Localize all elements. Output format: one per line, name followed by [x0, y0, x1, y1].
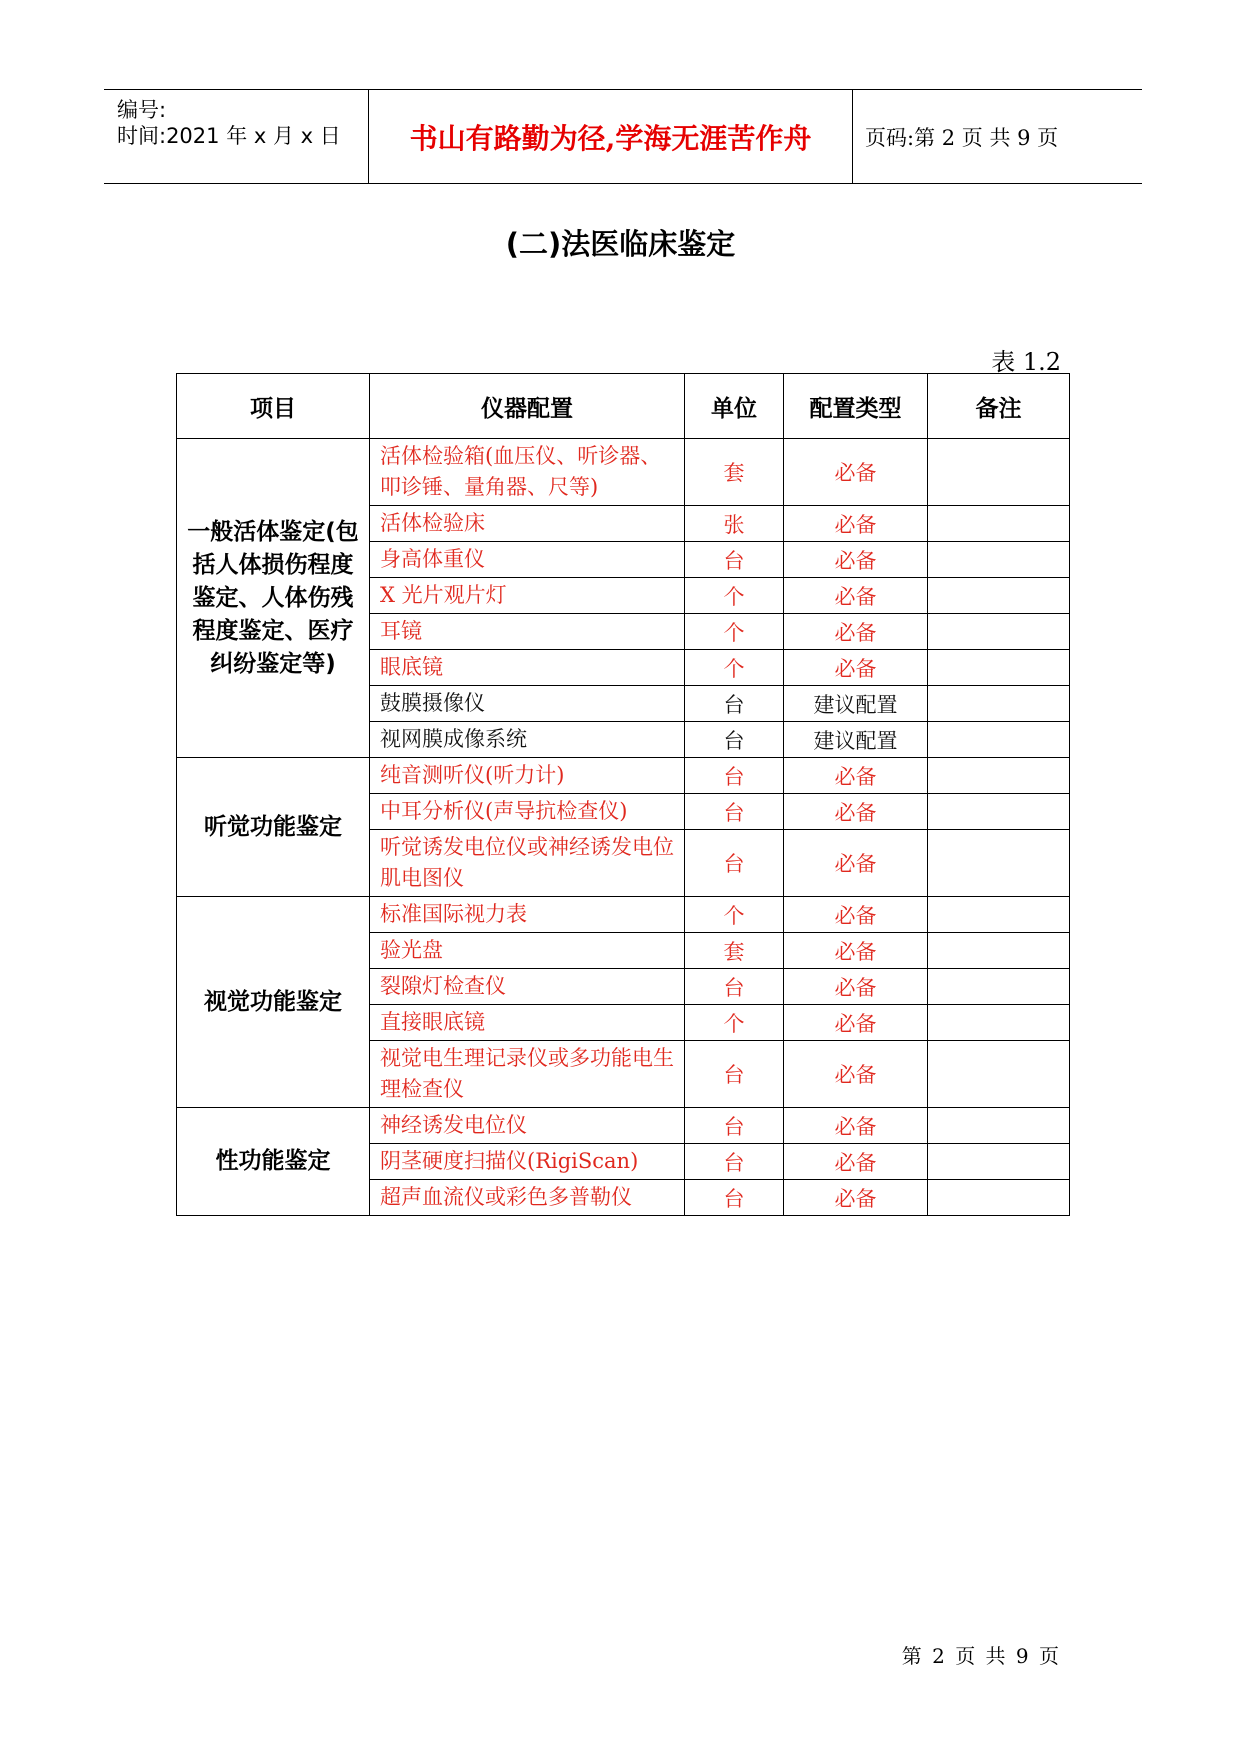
device-cell: 鼓膜摄像仪 [370, 686, 685, 722]
unit-cell: 套 [685, 439, 784, 506]
note-cell [928, 1041, 1070, 1108]
device-cell: 超声血流仪或彩色多普勒仪 [370, 1180, 685, 1216]
device-cell: 阴茎硬度扫描仪(RigiScan) [370, 1144, 685, 1180]
table-body [177, 439, 1070, 1216]
config-type-cell: 必备 [784, 794, 928, 830]
unit-cell: 台 [685, 758, 784, 794]
table-number: 表 1.2 [991, 348, 1061, 376]
config-type-cell: 建议配置 [784, 722, 928, 758]
unit-cell: 台 [685, 1180, 784, 1216]
unit-cell: 台 [685, 1108, 784, 1144]
config-type-cell: 必备 [784, 1144, 928, 1180]
unit-cell: 台 [685, 969, 784, 1005]
group-name-cell: 视觉功能鉴定 [177, 897, 370, 1108]
unit-cell: 台 [685, 830, 784, 897]
unit-cell: 张 [685, 506, 784, 542]
config-type-cell: 必备 [784, 897, 928, 933]
unit-cell: 个 [685, 650, 784, 686]
device-cell: 活体检验床 [370, 506, 685, 542]
note-cell [928, 578, 1070, 614]
page-footer: 第 2 页 共 9 页 [901, 1644, 1061, 1668]
config-type-cell: 必备 [784, 439, 928, 506]
device-cell: 中耳分析仪(声导抗检查仪) [370, 794, 685, 830]
note-cell [928, 794, 1070, 830]
device-cell: 纯音测听仪(听力计) [370, 758, 685, 794]
device-cell: 直接眼底镜 [370, 1005, 685, 1041]
unit-cell: 台 [685, 1144, 784, 1180]
config-type-cell: 必备 [784, 506, 928, 542]
device-cell: 神经诱发电位仪 [370, 1108, 685, 1144]
config-type-cell: 必备 [784, 1005, 928, 1041]
unit-cell: 台 [685, 1041, 784, 1108]
note-cell [928, 542, 1070, 578]
note-cell [928, 1144, 1070, 1180]
note-cell [928, 1005, 1070, 1041]
config-type-cell: 必备 [784, 578, 928, 614]
device-cell: 裂隙灯检查仪 [370, 969, 685, 1005]
equipment-table [176, 373, 1070, 1216]
unit-cell: 个 [685, 614, 784, 650]
note-cell [928, 933, 1070, 969]
config-type-cell: 必备 [784, 542, 928, 578]
device-cell: X 光片观片灯 [370, 578, 685, 614]
table-row [177, 1108, 1070, 1144]
config-type-cell: 必备 [784, 1180, 928, 1216]
header-config-type: 配置类型 [784, 374, 928, 439]
unit-cell: 台 [685, 542, 784, 578]
table-row [177, 758, 1070, 794]
header-motto: 书山有路勤为径,学海无涯苦作舟 [369, 90, 853, 183]
header-meta [104, 90, 369, 183]
device-cell: 身高体重仪 [370, 542, 685, 578]
note-cell [928, 758, 1070, 794]
config-type-cell: 必备 [784, 758, 928, 794]
unit-cell: 台 [685, 686, 784, 722]
config-type-cell: 必备 [784, 614, 928, 650]
unit-cell: 套 [685, 933, 784, 969]
note-cell [928, 686, 1070, 722]
note-cell [928, 614, 1070, 650]
section-title: (二)法医临床鉴定 [505, 227, 736, 261]
config-type-cell: 必备 [784, 1041, 928, 1108]
header-unit: 单位 [685, 374, 784, 439]
device-cell: 标准国际视力表 [370, 897, 685, 933]
note-cell [928, 439, 1070, 506]
config-type-cell: 必备 [784, 1108, 928, 1144]
group-name-cell: 性功能鉴定 [177, 1108, 370, 1216]
config-type-cell: 必备 [784, 969, 928, 1005]
table-row [177, 439, 1070, 506]
config-type-cell: 必备 [784, 650, 928, 686]
unit-cell: 台 [685, 722, 784, 758]
note-cell [928, 897, 1070, 933]
unit-cell: 个 [685, 897, 784, 933]
table-row [177, 897, 1070, 933]
config-type-cell: 建议配置 [784, 686, 928, 722]
unit-cell: 台 [685, 794, 784, 830]
device-cell: 视觉电生理记录仪或多功能电生理检查仪 [370, 1041, 685, 1108]
note-cell [928, 830, 1070, 897]
device-cell: 验光盘 [370, 933, 685, 969]
table-header-row [177, 374, 1070, 439]
group-name-cell: 一般活体鉴定(包括人体损伤程度鉴定、人体伤残程度鉴定、医疗纠纷鉴定等) [177, 439, 370, 758]
note-cell [928, 1180, 1070, 1216]
note-cell [928, 1108, 1070, 1144]
unit-cell: 个 [685, 578, 784, 614]
header-device: 仪器配置 [370, 374, 685, 439]
unit-cell: 个 [685, 1005, 784, 1041]
device-cell: 视网膜成像系统 [370, 722, 685, 758]
note-cell [928, 506, 1070, 542]
device-cell: 听觉诱发电位仪或神经诱发电位肌电图仪 [370, 830, 685, 897]
group-name-cell: 听觉功能鉴定 [177, 758, 370, 897]
config-type-cell: 必备 [784, 830, 928, 897]
config-type-cell: 必备 [784, 933, 928, 969]
header-page-label: 页码:第 2 页 共 9 页 [865, 125, 1059, 150]
device-cell: 活体检验箱(血压仪、听诊器、叩诊锤、量角器、尺等) [370, 439, 685, 506]
number-label: 编号: [117, 98, 167, 122]
header-project: 项目 [177, 374, 370, 439]
note-cell [928, 650, 1070, 686]
note-cell [928, 969, 1070, 1005]
device-cell: 眼底镜 [370, 650, 685, 686]
device-cell: 耳镜 [370, 614, 685, 650]
time-label: 时间:2021 年 x 月 x 日 [117, 124, 341, 148]
page-header [104, 89, 1142, 184]
note-cell [928, 722, 1070, 758]
header-note: 备注 [928, 374, 1070, 439]
